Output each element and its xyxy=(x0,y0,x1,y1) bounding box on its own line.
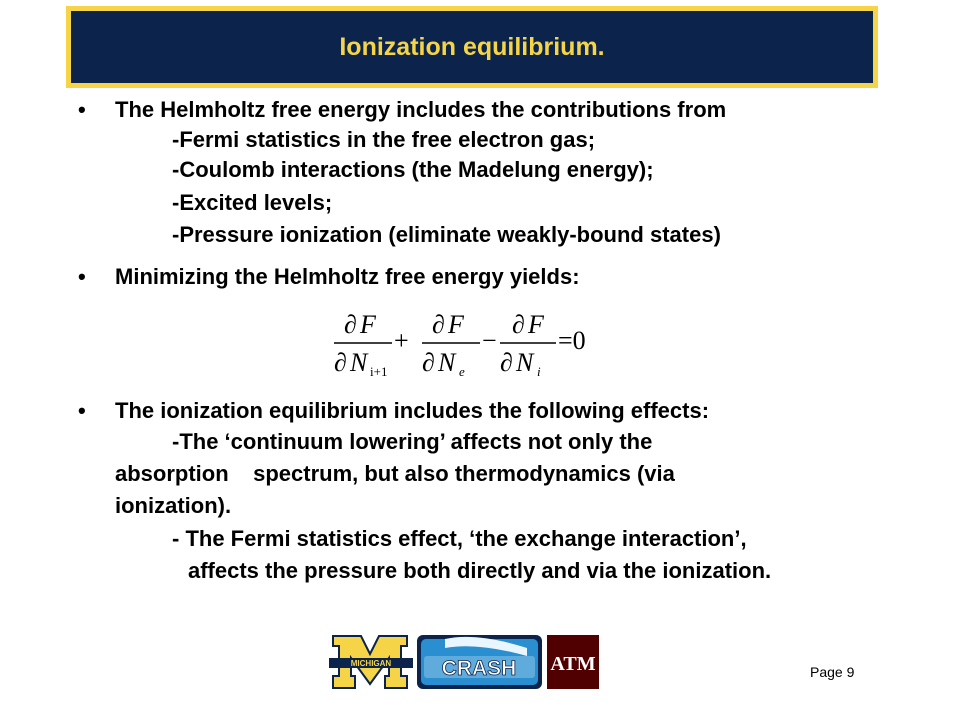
eq-f: F xyxy=(528,310,544,339)
footer-logos xyxy=(327,634,602,690)
bullet-1-line-5: -Pressure ionization (eliminate weakly-bound states) xyxy=(172,222,721,247)
bullet-3-line-3: absorption spectrum, but also thermodynamics (via xyxy=(115,461,675,486)
eq-minus: − xyxy=(482,326,497,355)
bullet-3-line-2: -The ‘continuum lowering’ affects not only the xyxy=(172,429,653,454)
eq-equals-zero: =0 xyxy=(558,326,586,355)
michigan-wordmark: MICHIGAN xyxy=(350,659,392,668)
bullet-2-line-1: Minimizing the Helmholtz free energy yields: xyxy=(115,264,580,289)
slide-title-bar xyxy=(66,6,878,88)
eq-partial: ∂ xyxy=(432,310,445,339)
page-number: Page 9 xyxy=(810,664,855,680)
tamu-mark: ATM xyxy=(550,653,596,675)
eq-f: F xyxy=(448,310,464,339)
slide-title: Ionization equilibrium. xyxy=(339,32,605,61)
bullet-3-line-4: ionization). xyxy=(115,493,232,518)
michigan-logo xyxy=(329,636,413,688)
eq-subscript: e xyxy=(459,364,465,379)
tamu-logo xyxy=(547,635,599,689)
eq-subscript: i xyxy=(537,364,541,379)
eq-n: N xyxy=(438,348,456,377)
bullet-1-line-4: -Excited levels; xyxy=(172,190,333,215)
eq-f: F xyxy=(360,310,376,339)
eq-partial: ∂ xyxy=(422,348,435,377)
bullet-marker: • xyxy=(78,264,86,289)
bullet-3-line-5: - The Fermi statistics effect, ‘the exchange interaction’, xyxy=(172,526,747,551)
eq-partial: ∂ xyxy=(334,348,347,377)
eq-plus: + xyxy=(394,326,409,355)
crash-wordmark: CRASH xyxy=(441,657,517,680)
eq-partial: ∂ xyxy=(344,310,357,339)
ionization-equation xyxy=(332,305,592,380)
bullet-marker: • xyxy=(78,398,86,423)
eq-n: N xyxy=(516,348,534,377)
crash-logo xyxy=(417,635,542,689)
eq-n: N xyxy=(350,348,368,377)
bullet-marker: • xyxy=(78,97,86,122)
bullet-3-line-6: affects the pressure both directly and via the ionization. xyxy=(188,558,772,583)
bullet-1-line-2: -Fermi statistics in the free electron gas; xyxy=(172,127,596,152)
bullet-3-line-1: The ionization equilibrium includes the following effects: xyxy=(115,398,710,423)
eq-partial: ∂ xyxy=(512,310,525,339)
bullet-1-line-3: -Coulomb interactions (the Madelung energy); xyxy=(172,157,654,182)
eq-subscript: i+1 xyxy=(370,364,388,379)
bullet-1-line-1: The Helmholtz free energy includes the contributions from xyxy=(115,97,727,122)
eq-partial: ∂ xyxy=(500,348,513,377)
